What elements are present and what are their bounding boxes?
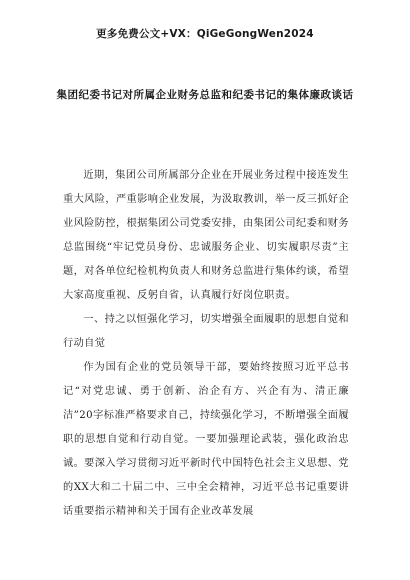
promo-header: 更多免费公文+VX：QiGeGongWen2024	[96, 28, 314, 40]
document-body	[63, 164, 349, 524]
document-title: 集团纪委书记对所属企业财务总监和纪委书记的集体廉政谈话	[56, 89, 354, 101]
body-paragraph: 近期，集团公司所属部分企业在开展业务过程中接连发生重大风险，严重影响企业发展，为汲取教训，举一反三抓好企业风险防控，根据集团公司党委安排，由集团公司纪委和财务总监围绕“牢记党员身份、忠诚服务企业、切实履职尽责”主题，对各单位纪检机构负责人和财务总监进行集体约谈，希望大家高度重视、反躬自省，认真履行好岗位职责。	[63, 170, 349, 301]
body-paragraph: 作为国有企业的党员领导干部，要始终按照习近平总书记“对党忠诚、勇于创新、治企有方、兴企有为、清正廉洁”20字标准严格要求自己，持续强化学习，不断增强全面履职的思想自觉和行动自觉。一要加强理论武装，强化政治忠诚。要深入学习贯彻习近平新时代中国特色社会主义思想、党的XX大和二十届二中、三中全会精神，习近平总书记重要讲话重要指示精神和关于国有企业改革发展	[63, 362, 349, 517]
section-heading: 一、持之以恒强化学习，切实增强全面履职的思想自觉和行动自觉	[63, 314, 349, 349]
